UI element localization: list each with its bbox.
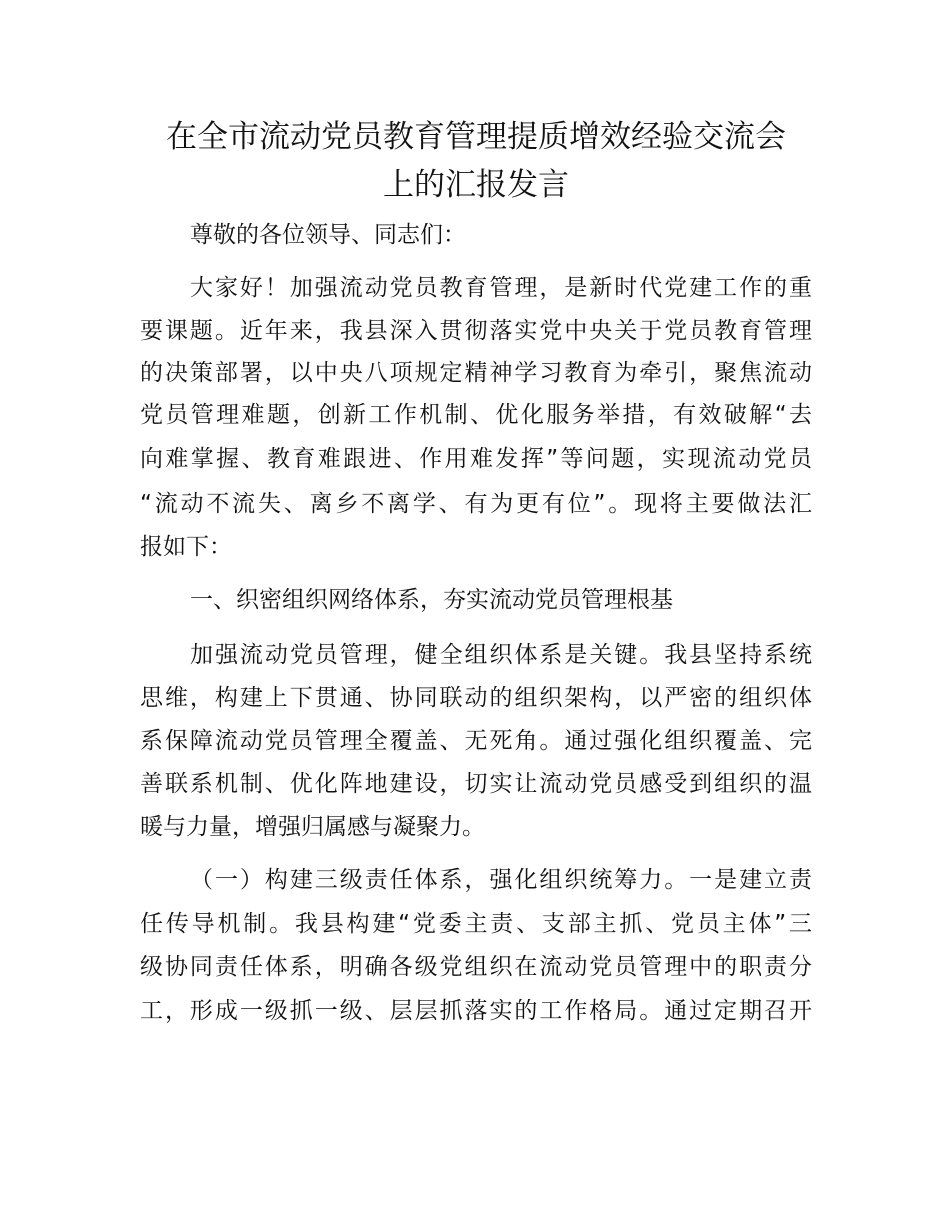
paragraph-3-line: 任传导机制。我县构建“党委主责、支部主抓、党员主体”三 [140, 911, 812, 937]
paragraph-2-line: 加强流动党员管理，健全组织体系是关键。我县坚持系统 [190, 642, 812, 668]
paragraph-1-line: 党员管理难题，创新工作机制、优化服务举措，有效破解“去 [140, 402, 812, 428]
title-line-1: 在全市流动党员教育管理提质增效经验交流会 [166, 119, 786, 155]
paragraph-2-line: 暖与力量，增强归属感与凝聚力。 [140, 814, 485, 840]
paragraph-3-line: 工，形成一级抓一级、层层抓落实的工作格局。通过定期召开 [140, 998, 812, 1024]
paragraph-1-line: 的决策部署，以中央八项规定精神学习教育为牵引，聚焦流动 [140, 360, 812, 386]
paragraph-3-line: 级协同责任体系，明确各级党组织在流动党员管理中的职责分 [140, 954, 812, 980]
paragraph-2-line: 思维，构建上下贯通、协同联动的组织架构，以严密的组织体 [140, 685, 812, 711]
section-1-heading: 一、织密组织网络体系，夯实流动党员管理根基 [190, 587, 673, 613]
paragraph-1-line: 大家好！加强流动党员教育管理，是新时代党建工作的重 [190, 275, 812, 301]
paragraph-1-line: 要课题。近年来，我县深入贯彻落实党中央关于党员教育管理 [140, 318, 812, 344]
paragraph-1-line: 报如下： [140, 534, 232, 560]
paragraph-2-line: 系保障流动党员管理全覆盖、无死角。通过强化组织覆盖、完 [140, 728, 812, 754]
salutation: 尊敬的各位领导、同志们： [190, 222, 466, 248]
title-line-2: 上的汇报发言 [383, 167, 569, 203]
paragraph-1-line: “流动不流失、离乡不离学、有为更有位”。现将主要做法汇 [140, 491, 812, 517]
paragraph-1-line: 向难掌握、教育难跟进、作用难发挥”等问题，实现流动党员 [140, 446, 812, 472]
paragraph-2-line: 善联系机制、优化阵地建设，切实让流动党员感受到组织的温 [140, 771, 812, 797]
document-title [140, 113, 812, 209]
paragraph-3-line: （一）构建三级责任体系，强化组织统筹力。一是建立责 [190, 867, 812, 893]
